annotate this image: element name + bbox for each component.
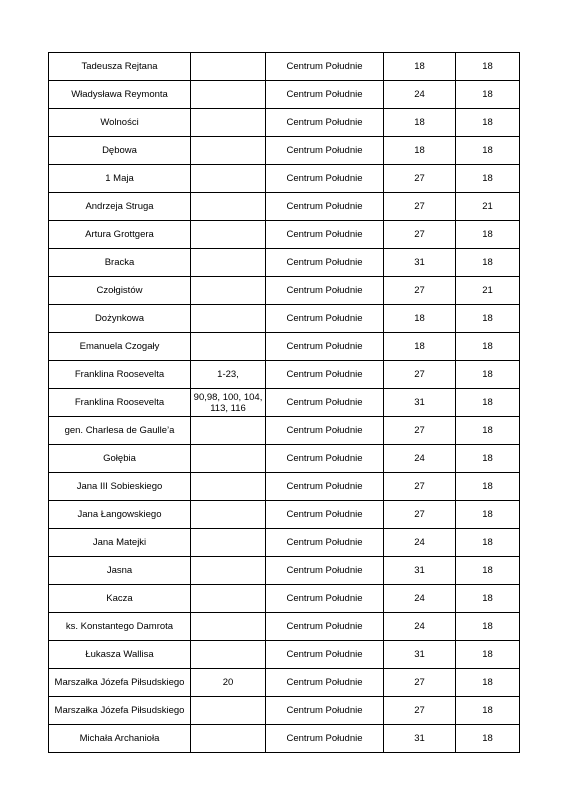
value-2-cell: 18: [456, 221, 520, 249]
table-row: [49, 641, 520, 669]
value-1-cell: 27: [384, 501, 456, 529]
area-cell: Centrum Południe: [266, 557, 384, 585]
value-1-cell: 31: [384, 389, 456, 417]
street-name-cell: Emanuela Czogały: [49, 333, 191, 361]
value-1-cell: 27: [384, 221, 456, 249]
street-name-cell: Jana Matejki: [49, 529, 191, 557]
value-1-cell: 18: [384, 305, 456, 333]
house-numbers-cell: [191, 697, 266, 725]
table-row: [49, 361, 520, 389]
house-numbers-cell: [191, 725, 266, 753]
house-numbers-cell: [191, 501, 266, 529]
area-cell: Centrum Południe: [266, 109, 384, 137]
house-numbers-cell: [191, 193, 266, 221]
street-name-cell: Michała Archanioła: [49, 725, 191, 753]
house-numbers-cell: [191, 277, 266, 305]
value-2-cell: 18: [456, 109, 520, 137]
value-2-cell: 18: [456, 305, 520, 333]
area-cell: Centrum Południe: [266, 333, 384, 361]
value-1-cell: 24: [384, 445, 456, 473]
house-numbers-cell: [191, 585, 266, 613]
table-row: [49, 669, 520, 697]
area-cell: Centrum Południe: [266, 249, 384, 277]
value-1-cell: 18: [384, 137, 456, 165]
house-numbers-cell: [191, 53, 266, 81]
area-cell: Centrum Południe: [266, 193, 384, 221]
value-2-cell: 18: [456, 669, 520, 697]
house-numbers-cell: 90,98, 100, 104, 113, 116: [191, 389, 266, 417]
value-2-cell: 18: [456, 361, 520, 389]
value-1-cell: 27: [384, 697, 456, 725]
table-row: [49, 445, 520, 473]
table-row: [49, 697, 520, 725]
table-row: [49, 389, 520, 417]
street-name-cell: Czołgistów: [49, 277, 191, 305]
area-cell: Centrum Południe: [266, 641, 384, 669]
table-row: [49, 193, 520, 221]
value-2-cell: 18: [456, 445, 520, 473]
value-2-cell: 18: [456, 473, 520, 501]
value-1-cell: 27: [384, 361, 456, 389]
area-cell: Centrum Południe: [266, 529, 384, 557]
house-numbers-cell: [191, 165, 266, 193]
area-cell: Centrum Południe: [266, 697, 384, 725]
street-name-cell: Artura Grottgera: [49, 221, 191, 249]
value-2-cell: 18: [456, 417, 520, 445]
street-name-cell: Dożynkowa: [49, 305, 191, 333]
table-row: [49, 473, 520, 501]
house-numbers-cell: [191, 137, 266, 165]
value-2-cell: 18: [456, 53, 520, 81]
street-name-cell: Marszałka Józefa Piłsudskiego: [49, 669, 191, 697]
street-name-cell: Kacza: [49, 585, 191, 613]
street-name-cell: 1 Maja: [49, 165, 191, 193]
street-name-cell: gen. Charlesa de Gaulle’a: [49, 417, 191, 445]
value-2-cell: 21: [456, 193, 520, 221]
house-numbers-cell: [191, 81, 266, 109]
area-cell: Centrum Południe: [266, 389, 384, 417]
value-2-cell: 18: [456, 333, 520, 361]
table-row: [49, 53, 520, 81]
street-name-cell: Dębowa: [49, 137, 191, 165]
table-row: [49, 557, 520, 585]
street-name-cell: Andrzeja Struga: [49, 193, 191, 221]
table-row: [49, 585, 520, 613]
house-numbers-cell: [191, 641, 266, 669]
value-2-cell: 18: [456, 501, 520, 529]
table-row: [49, 417, 520, 445]
street-name-cell: Jana III Sobieskiego: [49, 473, 191, 501]
value-1-cell: 27: [384, 473, 456, 501]
table-row: [49, 277, 520, 305]
street-name-cell: Marszałka Józefa Piłsudskiego: [49, 697, 191, 725]
area-cell: Centrum Południe: [266, 669, 384, 697]
value-1-cell: 24: [384, 613, 456, 641]
value-2-cell: 18: [456, 389, 520, 417]
value-2-cell: 18: [456, 81, 520, 109]
table-row: [49, 81, 520, 109]
value-2-cell: 18: [456, 529, 520, 557]
street-name-cell: Wolności: [49, 109, 191, 137]
value-2-cell: 18: [456, 641, 520, 669]
house-numbers-cell: [191, 557, 266, 585]
table-row: [49, 613, 520, 641]
streets-table: [48, 52, 520, 753]
area-cell: Centrum Południe: [266, 613, 384, 641]
house-numbers-cell: [191, 529, 266, 557]
area-cell: Centrum Południe: [266, 473, 384, 501]
value-1-cell: 24: [384, 81, 456, 109]
table-row: [49, 501, 520, 529]
street-name-cell: Władysława Reymonta: [49, 81, 191, 109]
area-cell: Centrum Południe: [266, 137, 384, 165]
value-2-cell: 18: [456, 165, 520, 193]
table-row: [49, 725, 520, 753]
value-1-cell: 24: [384, 585, 456, 613]
house-numbers-cell: [191, 305, 266, 333]
value-2-cell: 18: [456, 249, 520, 277]
table-row: [49, 109, 520, 137]
table-row: [49, 305, 520, 333]
area-cell: Centrum Południe: [266, 725, 384, 753]
value-2-cell: 18: [456, 137, 520, 165]
streets-table-body: [49, 53, 520, 753]
street-name-cell: Jasna: [49, 557, 191, 585]
area-cell: Centrum Południe: [266, 501, 384, 529]
area-cell: Centrum Południe: [266, 305, 384, 333]
value-1-cell: 18: [384, 53, 456, 81]
area-cell: Centrum Południe: [266, 417, 384, 445]
value-2-cell: 18: [456, 585, 520, 613]
table-row: [49, 221, 520, 249]
value-1-cell: 24: [384, 529, 456, 557]
house-numbers-cell: [191, 333, 266, 361]
area-cell: Centrum Południe: [266, 81, 384, 109]
value-2-cell: 18: [456, 725, 520, 753]
table-row: [49, 333, 520, 361]
table-row: [49, 529, 520, 557]
house-numbers-cell: [191, 445, 266, 473]
value-1-cell: 31: [384, 725, 456, 753]
house-numbers-cell: [191, 249, 266, 277]
value-2-cell: 18: [456, 697, 520, 725]
value-2-cell: 18: [456, 613, 520, 641]
house-numbers-cell: 1-23,: [191, 361, 266, 389]
house-numbers-cell: [191, 417, 266, 445]
area-cell: Centrum Południe: [266, 585, 384, 613]
street-name-cell: Franklina Roosevelta: [49, 389, 191, 417]
street-name-cell: Franklina Roosevelta: [49, 361, 191, 389]
area-cell: Centrum Południe: [266, 221, 384, 249]
table-row: [49, 249, 520, 277]
value-1-cell: 31: [384, 557, 456, 585]
area-cell: Centrum Południe: [266, 277, 384, 305]
value-1-cell: 27: [384, 417, 456, 445]
value-1-cell: 27: [384, 669, 456, 697]
house-numbers-cell: [191, 221, 266, 249]
table-row: [49, 165, 520, 193]
value-2-cell: 21: [456, 277, 520, 305]
street-name-cell: ks. Konstantego Damrota: [49, 613, 191, 641]
value-1-cell: 18: [384, 109, 456, 137]
value-1-cell: 18: [384, 333, 456, 361]
house-numbers-cell: [191, 613, 266, 641]
street-name-cell: Tadeusza Rejtana: [49, 53, 191, 81]
house-numbers-cell: [191, 473, 266, 501]
value-1-cell: 31: [384, 249, 456, 277]
street-name-cell: Jana Łangowskiego: [49, 501, 191, 529]
area-cell: Centrum Południe: [266, 445, 384, 473]
value-2-cell: 18: [456, 557, 520, 585]
street-name-cell: Bracka: [49, 249, 191, 277]
table-row: [49, 137, 520, 165]
value-1-cell: 31: [384, 641, 456, 669]
street-name-cell: Łukasza Wallisa: [49, 641, 191, 669]
house-numbers-cell: 20: [191, 669, 266, 697]
area-cell: Centrum Południe: [266, 361, 384, 389]
value-1-cell: 27: [384, 277, 456, 305]
value-1-cell: 27: [384, 165, 456, 193]
area-cell: Centrum Południe: [266, 53, 384, 81]
house-numbers-cell: [191, 109, 266, 137]
street-name-cell: Gołębia: [49, 445, 191, 473]
area-cell: Centrum Południe: [266, 165, 384, 193]
value-1-cell: 27: [384, 193, 456, 221]
